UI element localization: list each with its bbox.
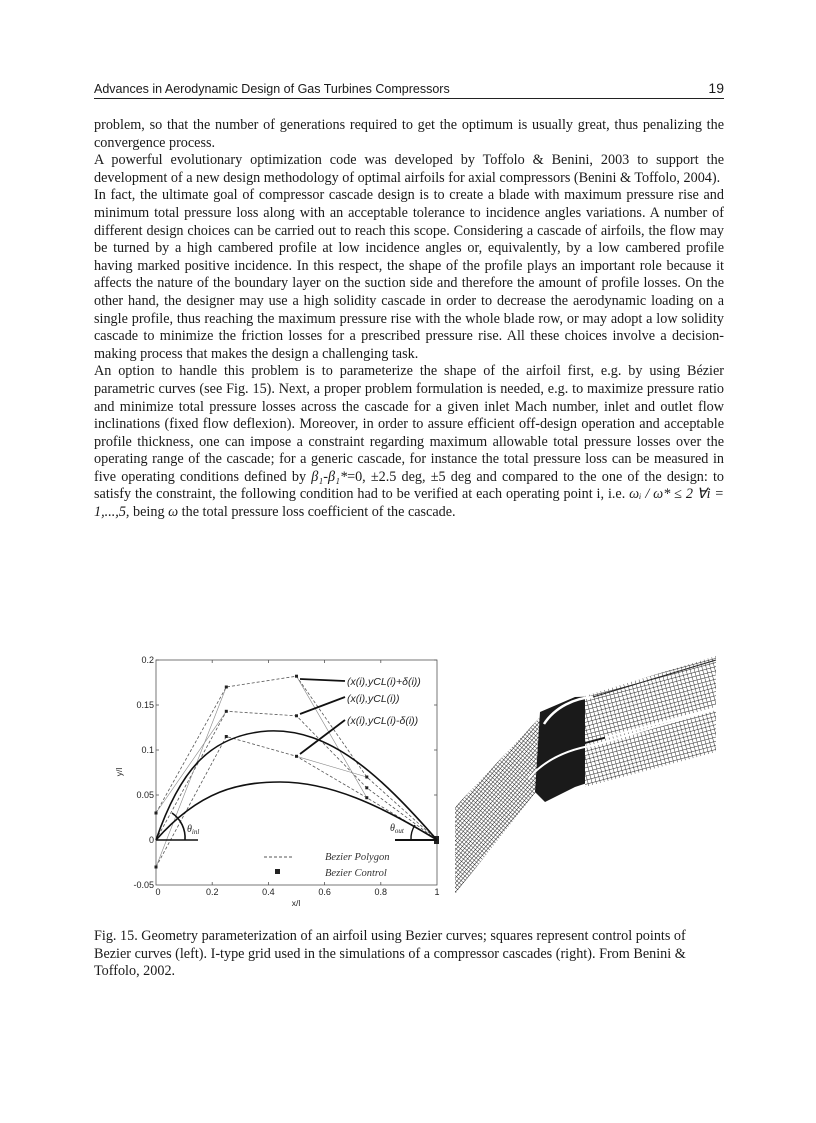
theta-outlet-arc: [411, 825, 415, 840]
svg-text:(x(i),yCL(i)-δ(i)): (x(i),yCL(i)-δ(i)): [347, 715, 419, 727]
svg-text:0.8: 0.8: [374, 887, 388, 897]
svg-text:0.15: 0.15: [136, 700, 154, 710]
svg-text:(x(i),yCL(i)): (x(i),yCL(i)): [347, 693, 400, 705]
paragraph-3: In fact, the ultimate goal of compressor cascade design is to create a blade with maximum pressure rise and minimum total pressure loss along with an acceptable tolerance to incidence angles variations. A number of different design choices can be carried out to reach this scope. Considering a cascade of airfoils, the flow may be turned by a high cambered profile at low incidence angles or, equivalently, by a low cambered profile having marked positive incidence. In this respect, the shape of the profile plays an important role because it affects the nature of the boundary layer on the suction side and therefore the amount of profile losses. On the other hand, the designer may use a high solidity cascade in order to decrease the aerodynamic loading on a single profile, thus reaching the maximum pressure rise with the whole blade row, or may adopt a low solidity cascade to minimize the friction losses for a prescribed pressure rise. All these choices involve a decision-making process that makes the design a challenging task.: [94, 187, 724, 362]
paragraph-2: A powerful evolutionary optimization code was developed by Toffolo & Benini, 2003 to support the development of a new design methodology of optimal airfoils for axial compressors (Benini & Toffolo, 2004).: [94, 152, 724, 186]
x-tick-labels: [155, 887, 439, 897]
svg-text:0: 0: [155, 887, 161, 897]
running-header: [94, 80, 724, 99]
svg-text:0.05: 0.05: [136, 790, 154, 800]
svg-text:0: 0: [148, 835, 154, 845]
running-title: Advances in Aerodynamic Design of Gas Turbines Compressors: [94, 82, 450, 96]
beta-expression: β₁-β₁*: [311, 468, 348, 485]
bezier-chart: [100, 650, 445, 912]
y-axis-label: y/l: [114, 767, 124, 777]
paragraph-4-text-c: , being: [125, 504, 169, 521]
svg-text:Bezier Control: Bezier Control: [325, 868, 387, 879]
svg-text:-0.05: -0.05: [133, 880, 154, 890]
annotations: [347, 676, 421, 727]
figure-15: [100, 650, 720, 910]
paragraph-4: [94, 363, 724, 521]
figure-caption: Fig. 15. Geometry parameterization of an airfoil using Bezier curves; squares represent control points of Bezier curves (left). I-type grid used in the simulations of a compressor cascades (right). From Benini & Toffolo, 2002.: [94, 928, 686, 980]
svg-text:1: 1: [434, 887, 440, 897]
theta-inlet-label: $\theta_{inl}$: [187, 824, 200, 836]
svg-text:0.2: 0.2: [141, 655, 154, 665]
svg-text:0.4: 0.4: [262, 887, 275, 897]
paragraph-4-text-d: the total pressure loss coefficient of the cascade.: [178, 504, 456, 521]
omega-symbol: ω: [168, 504, 179, 521]
x-axis-label: x/l: [291, 898, 301, 908]
theta-outlet-label: $\theta_{out}$: [390, 823, 404, 835]
body-text: [94, 117, 724, 522]
paragraph-1: problem, so that the number of generations required to get the optimum is usually great, thus penalizing the convergence process.: [94, 117, 724, 151]
svg-text:0.2: 0.2: [205, 887, 219, 897]
cascade-grid-image: [445, 652, 725, 902]
paragraph-4-text-a: An option to handle this problem is to parameterize the shape of the airfoil first, e.g. by using Bézier parametric curves (see Fig. 15). Next, a proper problem formulation is needed, e.g. to maximize pressure ratio and minimize total pressure losses across the cascade for a given inlet Mach number, inlet and outlet flow inclinations (fixed flow deflexion). Moreover, in order to assure efficient off-design operation and acceptable profile thickness, one can impose a constraint regarding maximum allowable total pressure losses over the operating range of the cascade; for a generic cascade, for instance the total pressure loss can be measured in five operating conditions defined by: [94, 363, 724, 485]
svg-text:Bezier Polygon: Bezier Polygon: [325, 852, 390, 863]
svg-text:0.1: 0.1: [141, 745, 154, 755]
y-tick-labels: [133, 655, 154, 890]
paragraph-4-text-b: =0, ±2.5 deg, ±5 deg and compared to the one of the design: to satisfy the constraint, the following condition had to be verified at each operating point i, i.e.: [94, 468, 725, 503]
loss-condition: ωᵢ / ω* ≤ 2 ∀i = 1,...,5: [94, 486, 724, 521]
svg-text:(x(i),yCL(i)+δ(i)): (x(i),yCL(i)+δ(i)): [347, 676, 421, 688]
page-number: 19: [708, 80, 724, 96]
svg-text:0.6: 0.6: [318, 887, 331, 897]
chart-legend: [264, 852, 389, 879]
